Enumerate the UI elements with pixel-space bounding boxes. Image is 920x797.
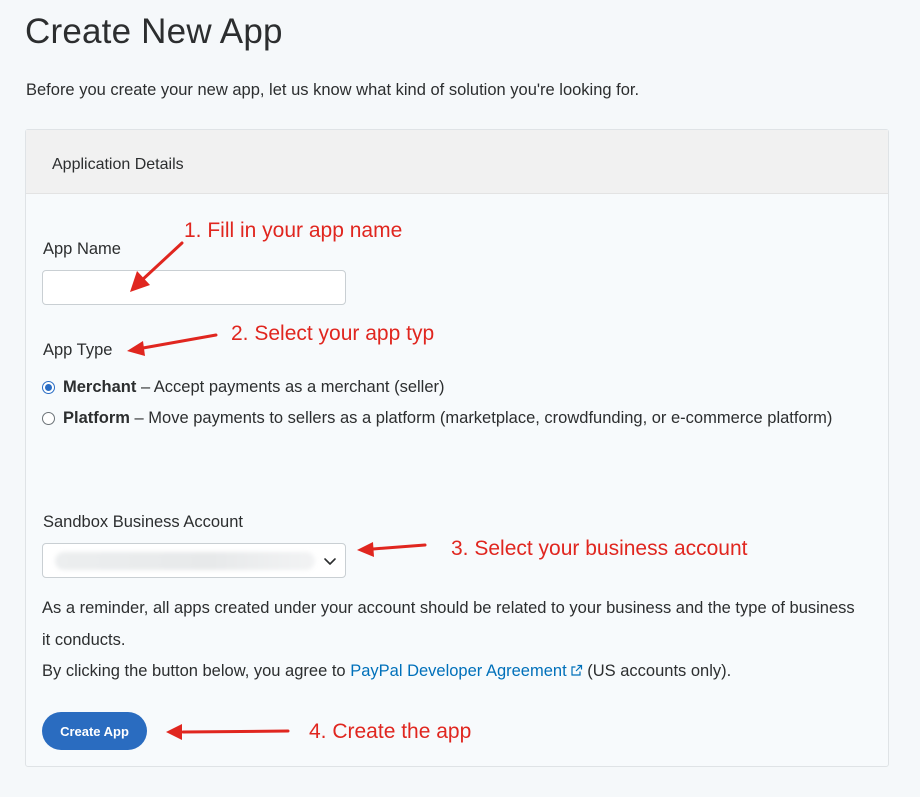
agreement-suffix: (US accounts only). [582, 662, 732, 680]
merchant-option-description: – Accept payments as a merchant (seller) [136, 378, 445, 396]
platform-option-text [63, 403, 842, 434]
redacted-account-value [55, 552, 315, 570]
sandbox-account-label: Sandbox Business Account [43, 513, 243, 531]
radio-option-platform[interactable] [42, 403, 842, 434]
merchant-radio[interactable] [42, 381, 55, 394]
merchant-option-name: Merchant [63, 378, 137, 396]
radio-option-merchant[interactable] [42, 372, 842, 403]
sandbox-account-select[interactable] [42, 543, 346, 578]
app-type-label: App Type [43, 341, 113, 359]
page-title: Create New App [25, 12, 283, 51]
developer-agreement-link-text: PayPal Developer Agreement [350, 662, 567, 680]
platform-radio[interactable] [42, 412, 55, 425]
app-name-input[interactable] [42, 270, 346, 305]
developer-agreement-link[interactable] [350, 662, 582, 680]
card-header: Application Details [26, 130, 888, 194]
reminder-text: As a reminder, all apps created under your account should be related to your business and the type of business it conducts. [42, 599, 855, 649]
agreement-prefix: By clicking the button below, you agree to [42, 662, 351, 680]
chevron-down-icon [321, 552, 339, 570]
platform-option-description: – Move payments to sellers as a platform (marketplace, crowdfunding, or e-commerce platform) [129, 409, 833, 427]
app-name-label: App Name [43, 240, 121, 258]
platform-option-name: Platform [63, 409, 130, 427]
annotation-step-4: 4. Create the app [309, 720, 472, 743]
page-intro: Before you create your new app, let us know what kind of solution you're looking for. [26, 81, 640, 99]
agreement-text [42, 656, 862, 687]
external-link-icon [570, 664, 583, 677]
annotation-step-1: 1. Fill in your app name [184, 219, 403, 242]
annotation-step-2: 2. Select your app typ [231, 322, 435, 345]
create-app-button[interactable]: Create App [42, 712, 147, 750]
application-details-card [25, 129, 889, 767]
merchant-option-text [63, 372, 842, 403]
annotation-step-3: 3. Select your business account [451, 537, 748, 560]
